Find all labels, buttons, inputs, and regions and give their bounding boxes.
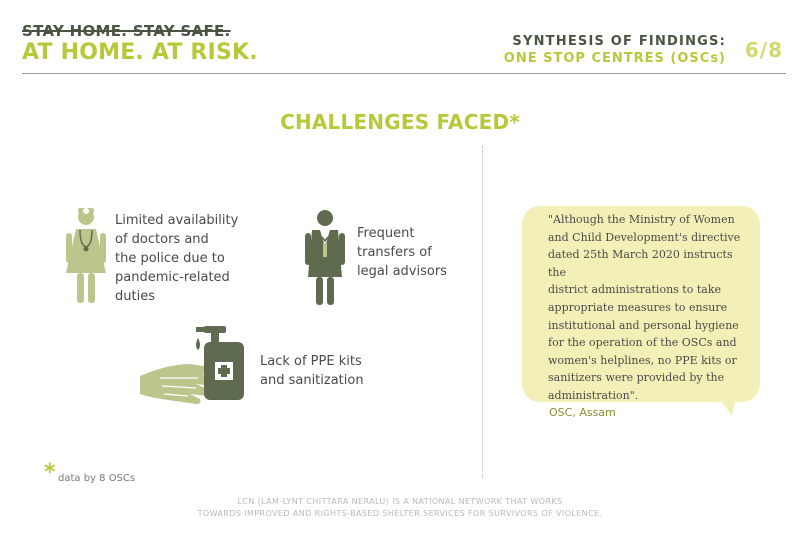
header-divider [22,73,786,74]
page-number: 6/8 [744,38,783,62]
section-title: CHALLENGES FACED* [280,110,520,134]
sanitizer-icon [138,324,248,408]
footnote-text: data by 8 OSCs [58,473,136,484]
quote-text: "Although the Ministry of Women and Child Development's directive dated 25th March 2020 instructs the district administrations to take appropriate measures to ensure institutional and personal hygiene for the operation of the OSCs and women's helplines, no PPE kits or sanitizers were provided by the administration". [548,213,741,402]
challenge-legal-text: Frequent transfers of legal advisors [357,226,447,279]
challenge-ppe-text: Lack of PPE kits and sanitization [260,354,364,388]
challenge-doctors-text: Limited availability of doctors and the police due to pandemic-related duties [115,213,239,304]
organization-statement: LCN (LAM-LYNT CHITTARA NERALU) IS A NATIONAL NETWORK THAT WORKS TOWARDS IMPROVED AND RIGHTS-BASED SHELTER SERVICES FOR SURVIVORS OF VIOLENCE. [197,497,603,518]
synthesis-label: SYNTHESIS OF FINDINGS: [512,34,726,49]
section-label: ONE STOP CENTRES (OSCs) [503,51,726,66]
vertical-dotted-divider [482,146,483,478]
header-main-title: AT HOME. AT RISK. [22,40,258,65]
doctor-icon [60,205,112,307]
header-strike-title: STAY HOME. STAY SAFE. [22,22,231,40]
lawyer-icon [302,207,348,305]
footnote-star: * [44,460,56,485]
quote-attribution: OSC, Assam [549,406,616,419]
